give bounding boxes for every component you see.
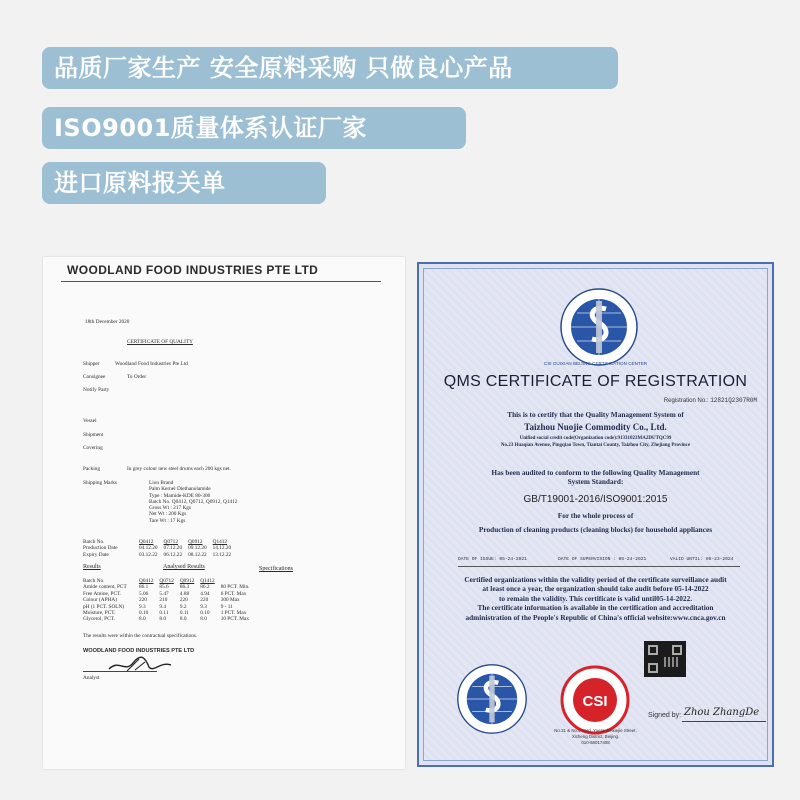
table-cell: Q1412	[200, 578, 215, 584]
doc-field-notify-label: Notify Party	[83, 387, 110, 393]
conformity-note: The results were within the contractual specifications.	[83, 633, 198, 639]
banner-iso-certified: ISO9001质量体系认证厂家	[42, 107, 466, 149]
table-cell: Batch No.	[83, 539, 105, 545]
validity-text	[424, 575, 767, 622]
table-cell: 09.12.20	[188, 545, 207, 552]
csi-logo-text: CSI	[582, 693, 608, 710]
qr-code-icon	[644, 641, 686, 677]
process-intro: For the whole process of	[557, 511, 634, 520]
table-cell: Colour (APHA)	[83, 597, 117, 604]
validity-line: to remain the validity. This certificate is valid until05-14-2022.	[498, 593, 693, 603]
table-cell: 300 Max	[220, 597, 240, 604]
table-cell: 220	[139, 597, 147, 604]
doc-header-rule	[61, 281, 381, 282]
table-cell: 220	[200, 597, 209, 604]
company-address: No.23 Huaqian Avenue, Pingqiao Town, Tiantai County, Taizhou City, Zhejiang Province	[500, 443, 691, 448]
audited-line-1: Has been audited to conform to the following Quality Management	[491, 468, 700, 477]
standard: GB/T19001-2016/ISO9001:2015	[523, 494, 668, 505]
validity-line: at least once a year, the organization should take audit before 05-14-2022	[482, 584, 709, 594]
issuer-address-line: Xicheng District, Beijing.	[571, 734, 620, 739]
table-cell: 9.2	[179, 603, 187, 610]
results-heading: Results	[83, 564, 101, 570]
table-cell: Q0412	[139, 578, 154, 584]
doc-field-consignee-label: Consignee	[83, 374, 106, 380]
registration-number	[664, 397, 757, 404]
shipping-mark-line: Tare Wt : 17 Kgs	[149, 517, 186, 524]
doc-company-header: WOODLAND FOOD INDUSTRIES PTE LTD	[67, 263, 319, 277]
table-cell: 14.12.20	[212, 545, 232, 552]
table-cell: 8.0	[139, 616, 146, 623]
table-cell: pH (1 PCT. SOLN)	[83, 603, 125, 610]
table-row	[83, 552, 237, 558]
table-cell: 0.10	[139, 610, 149, 617]
doc-field-packing-label: Packing	[83, 466, 101, 472]
csi-seal-logo	[559, 287, 639, 367]
seal-caption: CSI GUIXIAN BEIJING CERTIFICATION CENTER	[543, 361, 648, 366]
shipping-mark-line: Batch No. Q0412, Q0712, Q0912, Q1412	[149, 498, 238, 505]
table-cell: 80 PCT. Min.	[220, 584, 250, 591]
doc-field-shipper-value: Woodland Food Industries Pte Ltd	[115, 361, 188, 367]
certification-scope: Production of cleaning products (cleaning blocks) for household appliances	[478, 525, 713, 534]
shipping-mark-line: Gross Wt : 217 Kgs	[149, 505, 191, 512]
table-cell: 8.0	[200, 616, 207, 623]
table-cell: 6 PCT. Max	[220, 590, 247, 597]
validity-line: The certificate information is available in the certification and accreditation	[477, 603, 714, 613]
issuer-address	[424, 728, 767, 746]
audited-line-2: System Standard:	[567, 477, 624, 486]
table-cell: 5.47	[159, 590, 169, 597]
table-cell: Expiry Date	[83, 551, 109, 558]
shipping-mark-line: Net Wt : 200 Kgs	[149, 511, 187, 518]
doc-field-packing-value: In grey colour new steel drums each 200 kgs net.	[127, 466, 231, 472]
doc-shipping-marks-label: Shipping Marks	[83, 480, 117, 486]
table-cell: Amide content, PCT	[83, 584, 127, 591]
shipping-mark-line: Type : Mamide-KDE 80-300	[149, 492, 211, 499]
table-cell: Moisture, PCT.	[83, 610, 116, 617]
table-cell: 4.94	[200, 590, 210, 597]
doc-field-shipper-label: Shipper	[83, 361, 100, 367]
table-cell: 86.3	[179, 584, 190, 591]
table-cell: 0.11	[179, 610, 189, 617]
table-cell: Production Date	[83, 545, 118, 552]
valid-until: VALID UNTIL: 05-23-2024	[670, 557, 734, 562]
table-cell: 07.12.20	[163, 545, 183, 552]
doc-shipping-marks	[149, 480, 237, 524]
table-cell: 9.4	[159, 603, 167, 610]
table-cell: Glycerol, PCT.	[83, 616, 115, 623]
table-cell: 86.2	[200, 584, 210, 591]
doc-field-shipment-label: Shipment	[83, 432, 104, 438]
credit-code: Unified social credit code(Organization code):91331023MA2DUTQC99	[519, 436, 672, 441]
table-cell: 03.12.22	[139, 551, 158, 558]
csi-globe-logo	[456, 663, 528, 735]
analyst-rule	[83, 671, 157, 672]
signature-rule	[682, 721, 766, 722]
certified-company: Taizhou Nuojie Commodity Co., Ltd.	[524, 422, 667, 432]
doc-field-consignee-value: To Order	[127, 374, 147, 380]
signature: Zhou ZhangDe	[684, 707, 760, 718]
footer-company: WOODLAND FOOD INDUSTRIES PTE LTD	[83, 648, 195, 654]
table-cell: 5.06	[139, 590, 149, 597]
date-of-issue: DATE OF ISSUE: 05-24-2021	[458, 557, 527, 562]
dates-rule	[458, 566, 740, 567]
specifications-heading: Specifications	[259, 566, 293, 572]
batch-table	[83, 539, 237, 558]
quality-certificate-document	[43, 257, 405, 769]
table-cell: 9.3	[139, 603, 146, 610]
doc-date: 18th December 2020	[85, 319, 130, 325]
table-cell: 9 - 11	[220, 603, 233, 610]
table-cell: 1 PCT. Max	[220, 610, 247, 617]
table-cell: 4.88	[179, 590, 190, 597]
issuer-address-line: 010-68017408	[581, 740, 610, 745]
certificate-frame	[423, 268, 768, 761]
registration-label: Registration No.:	[663, 398, 709, 404]
table-cell: Q1412	[212, 539, 228, 545]
csi-red-seal-icon	[560, 665, 630, 735]
date-of-supervision: DATE OF SUPERVISION : 05-24-2021	[558, 557, 647, 562]
results-table	[83, 578, 255, 623]
validity-line: Certified organizations within the validity period of the certificate surveillance audit	[464, 575, 727, 584]
banner-quality-production: 品质厂家生产 安全原料采购 只做良心产品	[42, 47, 618, 89]
shipping-mark-line: Lion Brand	[149, 480, 174, 486]
table-cell: Q0912	[179, 578, 195, 584]
table-cell: Batch No.	[83, 578, 105, 584]
shipping-mark-line: Palm Kernel Diethanolamide	[149, 486, 211, 493]
table-cell: Q0712	[163, 539, 178, 545]
table-cell: 8.0	[159, 616, 167, 623]
analysed-results-heading: Analysed Results	[163, 564, 205, 570]
table-cell: Q0912	[188, 539, 203, 545]
table-cell: 06.12.22	[163, 551, 183, 558]
table-cell: 10 PCT. Max	[220, 616, 249, 623]
table-cell: 0.11	[159, 610, 169, 617]
table-cell: 8.0	[179, 616, 187, 623]
table-cell: 210	[159, 597, 168, 604]
table-cell: 04.12.20	[139, 545, 158, 552]
table-cell: 13.12.22	[212, 551, 232, 558]
qms-certificate	[417, 262, 774, 767]
table-cell: Free Amine, PCT.	[83, 590, 122, 597]
certify-intro: This is to certify that the Quality Management System of	[507, 410, 684, 419]
doc-field-vessel-label: Vessel	[83, 418, 97, 424]
table-row	[83, 616, 255, 622]
table-cell: 0.10	[200, 610, 210, 617]
issuer-address-line: No.21 & No.4 Yard, Yuetanbeixiejie Street,	[554, 728, 637, 733]
analyst-signature	[105, 653, 175, 677]
table-cell: 86.1	[139, 584, 149, 591]
table-cell: Q0412	[139, 539, 154, 545]
table-cell: 9.3	[200, 603, 207, 610]
certificate-title: QMS CERTIFICATE OF REGISTRATION	[443, 373, 748, 390]
doc-title: CERTIFICATE OF QUALITY	[127, 339, 193, 345]
analyst-label: Analyst	[83, 675, 100, 681]
table-cell: Q0712	[159, 578, 174, 584]
signed-by-label: Signed by:	[648, 712, 682, 719]
table-cell: 220	[179, 597, 188, 604]
table-cell: 85.6	[159, 584, 169, 591]
banner-customs-declaration: 进口原料报关单	[42, 162, 326, 204]
registration-value: 12821Q2307R0M	[710, 397, 757, 404]
table-cell: 08.12.22	[188, 551, 207, 558]
doc-field-covering-label: Covering	[83, 445, 103, 451]
validity-line: administration of the People's Republic of China's official website:www.cnca.gov.cn	[465, 612, 726, 622]
